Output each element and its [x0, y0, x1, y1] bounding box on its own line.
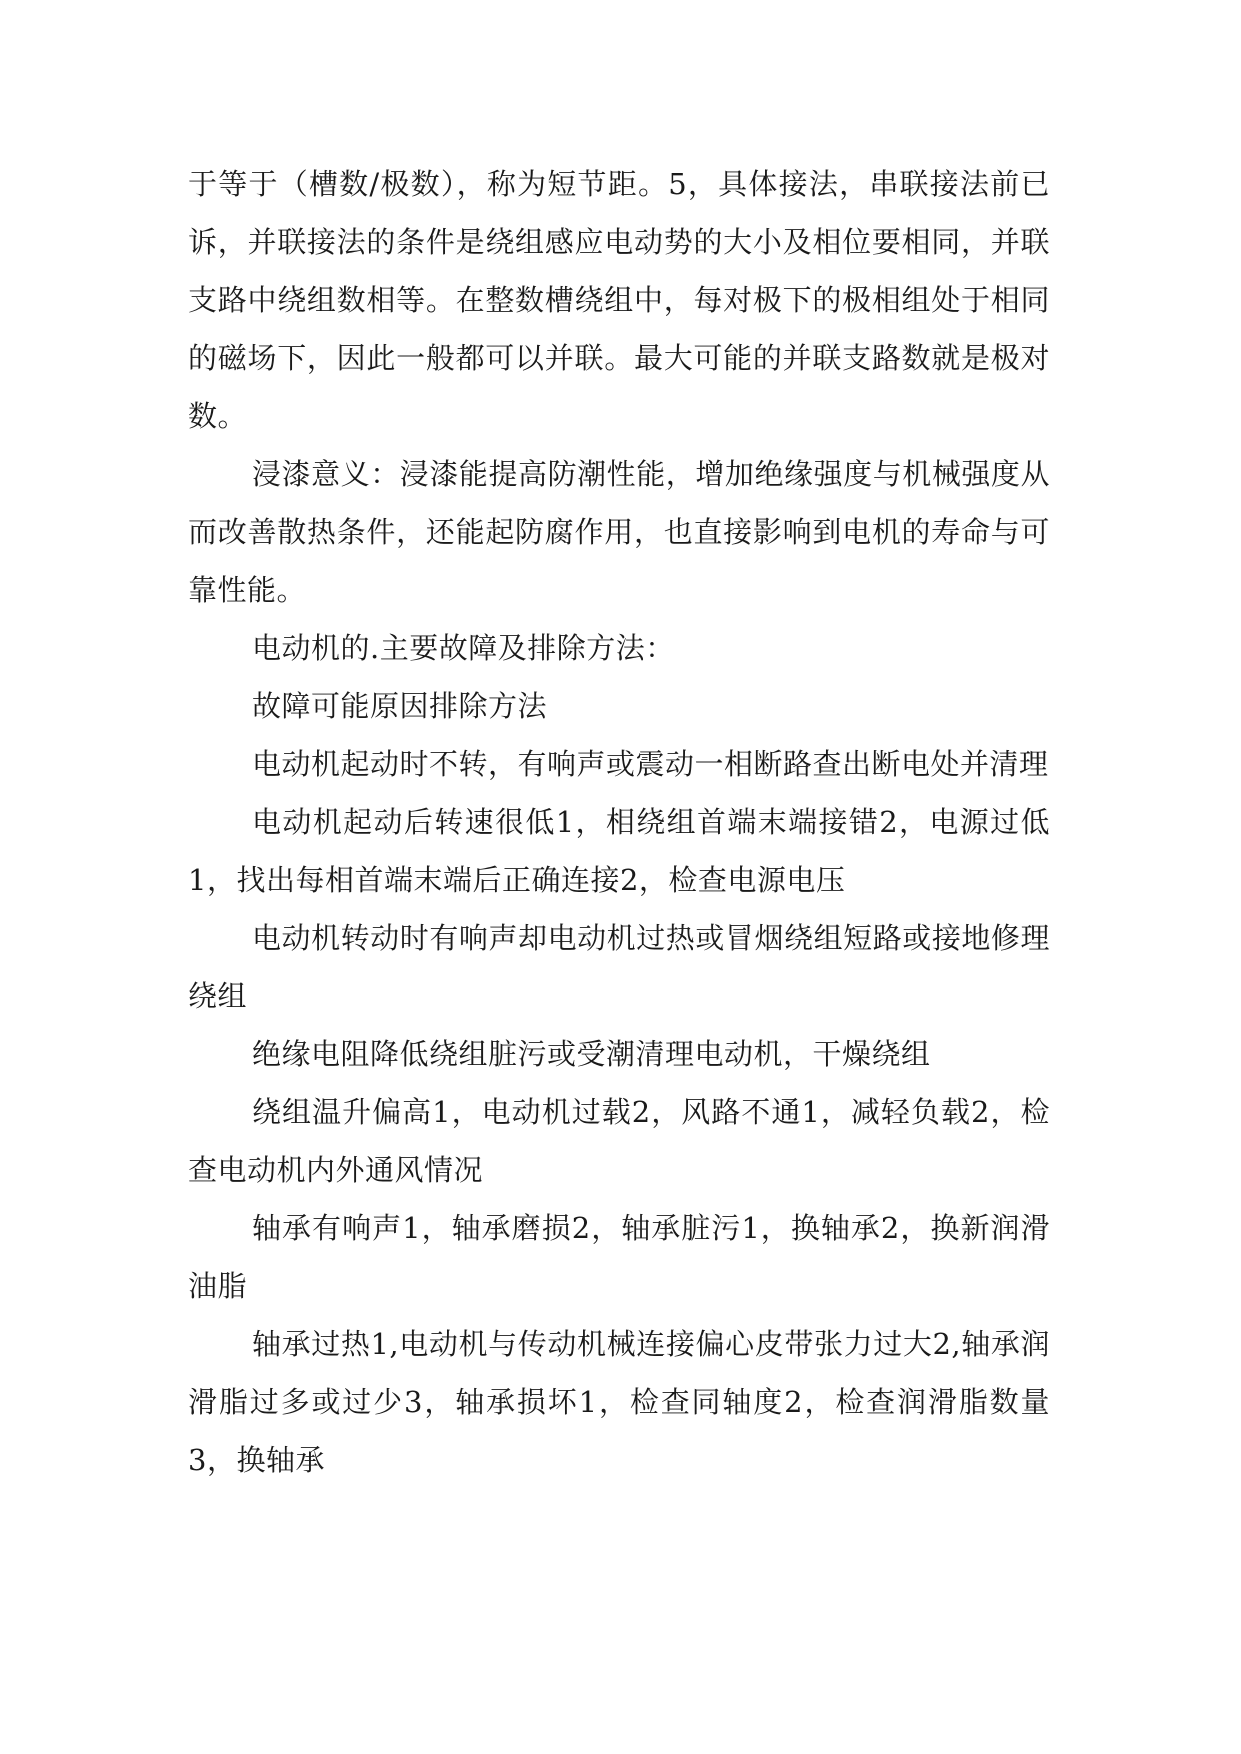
- paragraph-fault-insulation: 绝缘电阻降低绕组脏污或受潮清理电动机，干燥绕组: [252, 1037, 931, 1071]
- paragraph-fault-winding-temp: 绕组温升偏高1，电动机过载2，风路不通1，减轻负载2，检查电动机内外通风情况: [188, 1095, 1050, 1187]
- paragraph-intro: 于等于（槽数/极数），称为短节距。5，具体接法，串联接法前已诉，并联接法的条件是绕组感应电动势的大小及相位要相同，并联支路中绕组数相等。在整数槽绕组中，每对极下的极相组处于相同的磁场下，因此一般都可以并联。最大可能的并联支路数就是极对数。: [188, 167, 1050, 433]
- document-body: [188, 155, 1050, 1489]
- paragraph-fault-overheat-smoke: 电动机转动时有响声却电动机过热或冒烟绕组短路或接地修理绕组: [188, 921, 1050, 1013]
- paragraph-fault-low-speed: 电动机起动后转速很低1，相绕组首端末端接错2，电源过低1，找出每相首端末端后正确连接2，检查电源电压: [188, 805, 1050, 897]
- paragraph-fault-bearing-overheat: 轴承过热1,电动机与传动机械连接偏心皮带张力过大2,轴承润滑脂过多或过少3，轴承损坏1，检查同轴度2，检查润滑脂数量3，换轴承: [188, 1327, 1050, 1477]
- paragraph-fault-heading: 电动机的.主要故障及排除方法：: [252, 631, 675, 665]
- paragraph-fault-columns: 故障可能原因排除方法: [252, 689, 548, 723]
- paragraph-dipping-meaning: 浸漆意义：浸漆能提高防潮性能，增加绝缘强度与机械强度从而改善散热条件，还能起防腐作用，也直接影响到电机的寿命与可靠性能。: [188, 457, 1050, 607]
- paragraph-fault-no-start: 电动机起动时不转，有响声或震动一相断路查出断电处并清理: [252, 747, 1049, 781]
- paragraph-fault-bearing-noise: 轴承有响声1，轴承磨损2，轴承脏污1，换轴承2，换新润滑油脂: [188, 1211, 1050, 1303]
